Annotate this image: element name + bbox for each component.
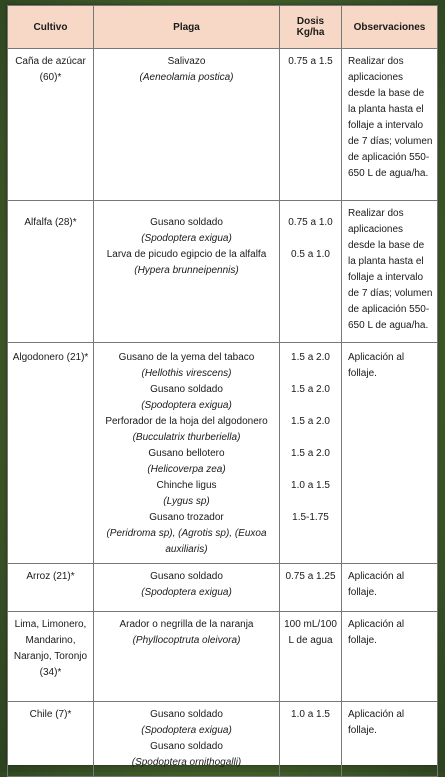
table-row <box>8 702 438 777</box>
crop-name: Algodonero (21)* <box>12 352 89 363</box>
pest-cell <box>94 612 280 702</box>
observations-cell <box>342 49 438 201</box>
dose-value: 0.75 a 1.25 <box>285 571 336 582</box>
dose-value: 0.75 a 1.5 <box>288 56 333 67</box>
pest-cell <box>94 201 280 343</box>
observations-cell <box>342 702 438 777</box>
pest-common-name: Larva de picudo egipcio de la alfalfa <box>106 249 267 260</box>
header-observaciones: Observaciones <box>342 6 438 49</box>
pest-scientific-name: (Hellothis virescens) <box>141 368 232 379</box>
pest-scientific-name: (Spodoptera exigua) <box>141 400 232 411</box>
pest-common-name: Salivazo <box>167 56 206 67</box>
pest-common-name: Gusano soldado <box>150 741 223 752</box>
pest-common-name: Gusano soldado <box>150 571 223 582</box>
crop-name: Caña de azúcar (60)* <box>15 56 86 83</box>
table-row <box>8 201 438 343</box>
crop-name: Arroz (21)* <box>26 571 75 582</box>
table-row <box>8 343 438 564</box>
crop-cell <box>8 564 94 612</box>
pest-scientific-name: (Helicoverpa zea) <box>147 464 226 475</box>
dose-value: 100 mL/100 L de agua <box>284 619 337 646</box>
pest-common-name: Gusano soldado <box>150 217 223 228</box>
header-plaga: Plaga <box>94 6 280 49</box>
dose-value: 1.5 a 2.0 <box>291 416 330 427</box>
crop-cell <box>8 702 94 777</box>
observation-text: Realizar dos aplicaciones desde la base de la planta hasta el follaje a intervalo de 7 días; volumen de aplicación 550-650 L de agua/ha. <box>348 208 433 331</box>
dose-value: 1.5 a 2.0 <box>291 448 330 459</box>
dose-value: 1.5 a 2.0 <box>291 384 330 395</box>
pest-common-name: Gusano trozador <box>149 512 224 523</box>
pest-scientific-name: (Spodoptera exigua) <box>141 587 232 598</box>
table-row <box>8 564 438 612</box>
pest-cell <box>94 702 280 777</box>
dose-value: 0.75 a 1.0 <box>288 217 333 228</box>
dose-cell <box>280 702 342 777</box>
observation-text: Aplicación al follaje. <box>348 571 405 598</box>
dose-cell <box>280 201 342 343</box>
dose-value: 1.0 a 1.5 <box>291 480 330 491</box>
pest-scientific-name: (Spodoptera ornithogalli) <box>131 757 242 768</box>
observation-text: Aplicación al follaje. <box>348 352 405 379</box>
pesticide-table-sheet <box>7 5 437 768</box>
dose-cell <box>280 612 342 702</box>
observations-cell <box>342 201 438 343</box>
pest-common-name: Gusano bellotero <box>148 448 225 459</box>
dose-cell <box>280 343 342 564</box>
observations-cell <box>342 343 438 564</box>
pest-common-name: Chinche ligus <box>156 480 217 491</box>
dose-cell <box>280 49 342 201</box>
observation-text: Realizar dos aplicaciones desde la base de la planta hasta el follaje a intervalo de 7 días; volumen de aplicación 550-650 L de agua/ha. <box>348 56 433 179</box>
observations-cell <box>342 564 438 612</box>
pest-scientific-name: (Spodoptera exigua) <box>141 725 232 736</box>
header-cultivo: Cultivo <box>8 6 94 49</box>
dose-value: 1.0 a 1.5 <box>291 709 330 720</box>
pest-scientific-name: (Spodoptera exigua) <box>141 233 232 244</box>
pest-common-name: Gusano de la yema del tabaco <box>118 352 255 363</box>
table-row <box>8 612 438 702</box>
crop-cell <box>8 49 94 201</box>
table-row <box>8 49 438 201</box>
pest-scientific-name: (Hypera brunneipennis) <box>134 265 239 276</box>
header-row <box>8 6 438 49</box>
pest-cell <box>94 49 280 201</box>
crop-cell <box>8 612 94 702</box>
crop-cell <box>8 343 94 564</box>
observation-text: Aplicación al follaje. <box>348 619 405 646</box>
observations-cell <box>342 612 438 702</box>
pest-scientific-name: (Bucculatrix thurberiella) <box>132 432 241 443</box>
crop-name: Alfalfa (28)* <box>24 217 77 228</box>
crop-name: Lima, Limonero, Mandarino, Naranjo, Toronjo (34)* <box>13 619 88 678</box>
pest-common-name: Gusano soldado <box>150 384 223 395</box>
pest-common-name: Gusano soldado <box>150 709 223 720</box>
dosage-table <box>7 5 438 777</box>
crop-name: Chile (7)* <box>29 709 72 720</box>
pest-scientific-name: (Phyllocoptruta oleivora) <box>132 635 241 646</box>
observation-text: Aplicación al follaje. <box>348 709 405 736</box>
pest-cell <box>94 564 280 612</box>
pest-scientific-name: (Peridroma sp), (Agrotis sp), (Euxoa auxiliaris) <box>106 528 267 555</box>
pest-scientific-name: (Aeneolamia postica) <box>139 72 234 83</box>
pest-cell <box>94 343 280 564</box>
dose-value: 1.5-1.75 <box>292 512 329 523</box>
dose-value: 0.5 a 1.0 <box>291 249 330 260</box>
pest-scientific-name: (Lygus sp) <box>163 496 210 507</box>
pest-common-name: Arador o negrilla de la naranja <box>119 619 254 630</box>
pest-common-name: Perforador de la hoja del algodonero <box>105 416 268 427</box>
crop-cell <box>8 201 94 343</box>
dose-value: 1.5 a 2.0 <box>291 352 330 363</box>
dose-cell <box>280 564 342 612</box>
header-dosis: Dosis Kg/ha <box>280 6 342 49</box>
